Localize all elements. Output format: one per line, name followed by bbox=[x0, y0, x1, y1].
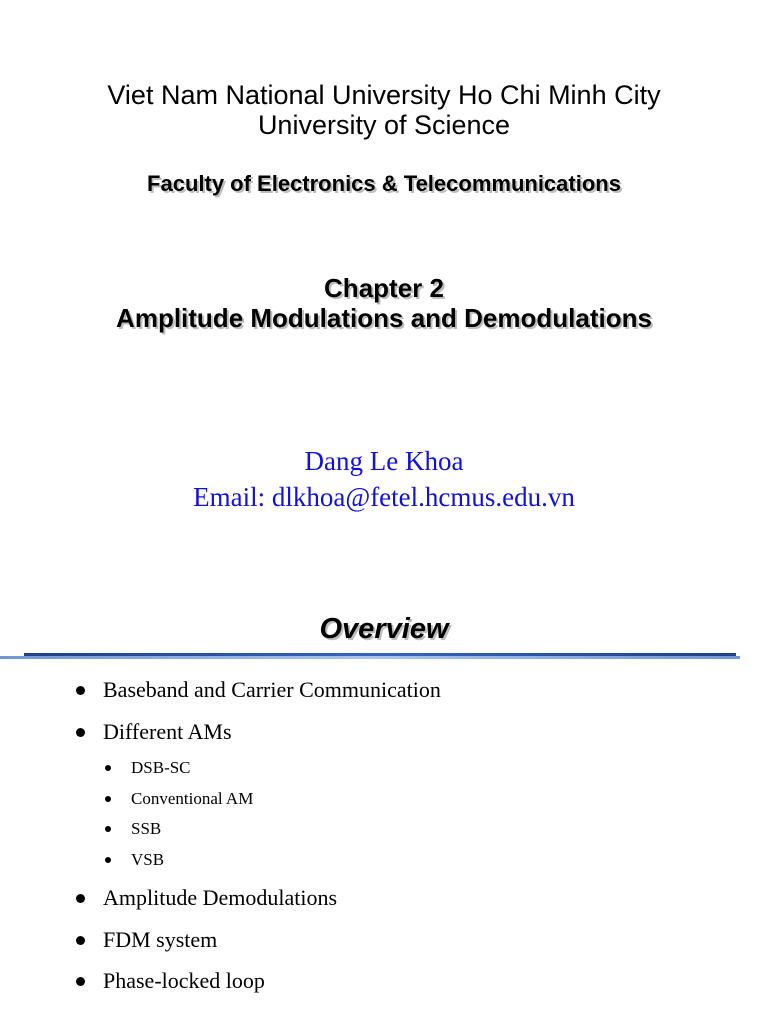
list-item-label: Different AMs bbox=[103, 719, 232, 744]
bullet-icon bbox=[76, 936, 85, 945]
overview-list bbox=[0, 580, 768, 1024]
list-item-label: Baseband and Carrier Communication bbox=[103, 677, 441, 702]
chapter-number: Chapter 2 bbox=[324, 273, 444, 303]
list-item bbox=[103, 885, 337, 911]
overview-slide bbox=[0, 580, 768, 1024]
bullet-icon bbox=[105, 857, 111, 863]
overview-heading: Overview bbox=[319, 613, 449, 645]
list-item bbox=[103, 927, 217, 953]
author-name: Dang Le Khoa bbox=[304, 446, 464, 476]
sub-list-item bbox=[131, 850, 164, 870]
bullet-icon bbox=[76, 894, 85, 903]
university-name-line-2: University of Science bbox=[257, 110, 511, 140]
bullet-icon bbox=[105, 765, 111, 771]
bullet-icon bbox=[76, 977, 85, 986]
sub-list-item-label: SSB bbox=[131, 819, 162, 838]
sub-list-item-label: Conventional AM bbox=[131, 789, 254, 808]
sub-list-item-label: VSB bbox=[131, 850, 165, 869]
chapter-title: Amplitude Modulations and Demodulations bbox=[116, 303, 652, 333]
list-item-label: FDM system bbox=[103, 927, 218, 952]
list-item bbox=[103, 719, 232, 745]
bullet-icon bbox=[105, 796, 111, 802]
faculty-name: Faculty of Electronics & Telecommunications bbox=[147, 171, 621, 196]
sub-list-item bbox=[131, 758, 191, 778]
sub-list-item-label: DSB-SC bbox=[131, 758, 191, 777]
bullet-icon bbox=[105, 826, 111, 832]
sub-list-item bbox=[131, 819, 161, 839]
list-item-label: Amplitude Demodulations bbox=[103, 885, 338, 910]
university-name-line-1: Viet Nam National University Ho Chi Minh City bbox=[107, 80, 661, 110]
list-item bbox=[103, 968, 265, 994]
author-email: Email: dlkhoa@fetel.hcmus.edu.vn bbox=[193, 482, 575, 512]
list-item bbox=[103, 677, 441, 703]
bullet-icon bbox=[76, 686, 85, 695]
list-item-label: Phase-locked loop bbox=[103, 968, 265, 993]
bullet-icon bbox=[76, 728, 85, 737]
sub-list-item bbox=[131, 789, 253, 809]
